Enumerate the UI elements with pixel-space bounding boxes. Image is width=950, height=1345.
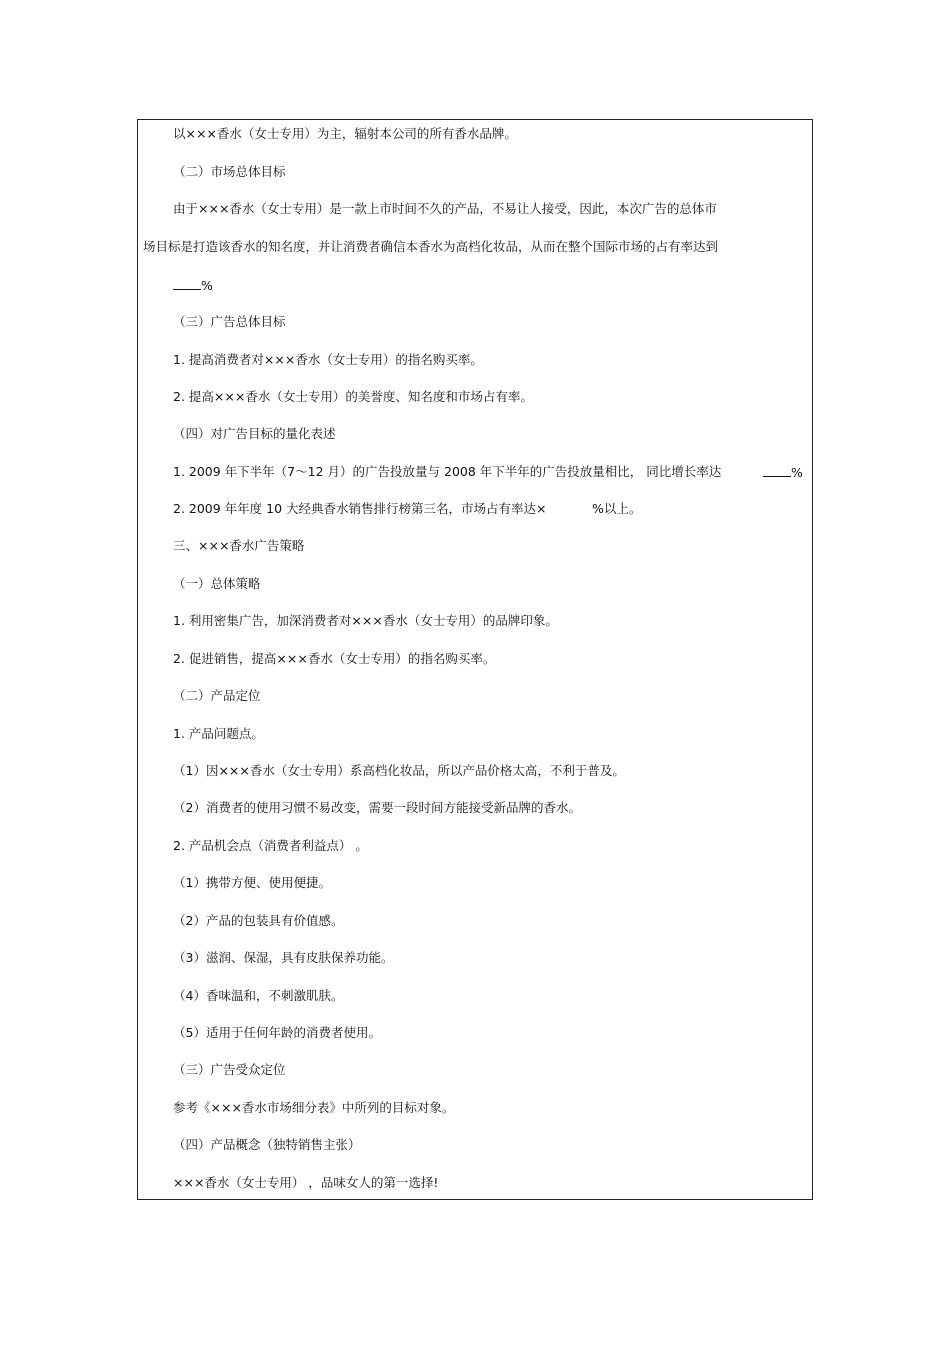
blank-percent-line xyxy=(173,277,213,294)
text-line: 2. 产品机会点（消费者利益点） 。 xyxy=(173,838,368,853)
text-line: 场目标是打造该香水的知名度，并让消费者确信本香水为高档化妆品，从而在整个国际市场的占有率达到 xyxy=(143,239,719,254)
fill-in-blank xyxy=(173,277,201,290)
section-heading: （四）产品概念（独特销售主张） xyxy=(173,1137,361,1152)
text-line: （4）香味温和，不刺激肌肤。 xyxy=(173,988,344,1003)
text-line: 1. 利用密集广告，加深消费者对×××香水（女士专用）的品牌印象。 xyxy=(173,613,558,628)
section-heading: （三）广告总体目标 xyxy=(173,314,286,329)
text-line: ×××香水（女士专用） ，品味女人的第一选择! xyxy=(173,1175,439,1190)
text-line: （1）携带方便、使用便捷。 xyxy=(173,875,331,890)
text-line: 参考《×××香水市场细分表》中所列的目标对象。 xyxy=(173,1100,455,1115)
text-line: （2）消费者的使用习惯不易改变，需要一段时间方能接受新品牌的香水。 xyxy=(173,800,581,815)
text-line: 以×××香水（女士专用）为主，辐射本公司的所有香水品牌。 xyxy=(173,126,517,141)
text-line: 2. 2009 年年度 10 大经典香水销售排行榜第三名，市场占有率达× xyxy=(173,501,547,516)
text-line: 1. 2009 年下半年（7～12 月）的广告投放量与 2008 年下半年的广告投放量相比， 同比增长率达 xyxy=(173,464,722,479)
text-line: （1）因×××香水（女士专用）系高档化妆品，所以产品价格太高，不利于普及。 xyxy=(173,763,625,778)
text-line: （2）产品的包装具有价值感。 xyxy=(173,913,344,928)
percent-sign: % xyxy=(201,278,213,293)
percent-sign: % xyxy=(791,465,803,480)
section-heading: （二）产品定位 xyxy=(173,688,261,703)
section-heading: （四）对广告目标的量化表述 xyxy=(173,426,336,441)
text-line: 由于×××香水（女士专用）是一款上市时间不久的产品，不易让人接受，因此，本次广告的总体市 xyxy=(173,201,717,216)
section-heading: （三）广告受众定位 xyxy=(173,1062,286,1077)
text-line: （3）滋润、保湿，具有皮肤保养功能。 xyxy=(173,950,394,965)
blank-percent-line xyxy=(763,464,803,481)
text-line: 2. 促进销售，提高×××香水（女士专用）的指名购买率。 xyxy=(173,651,496,666)
chapter-heading: 三、×××香水广告策略 xyxy=(173,538,305,553)
text-line: 2. 提高×××香水（女士专用）的美誉度、知名度和市场占有率。 xyxy=(173,389,533,404)
section-heading: （一）总体策略 xyxy=(173,576,261,591)
text-line: %以上。 xyxy=(592,501,642,516)
fill-in-blank xyxy=(763,464,791,477)
section-heading: （二）市场总体目标 xyxy=(173,164,286,179)
text-line: 1. 提高消费者对×××香水（女士专用）的指名购买率。 xyxy=(173,352,483,367)
text-line: 1. 产品问题点。 xyxy=(173,726,264,741)
text-line: （5）适用于任何年龄的消费者使用。 xyxy=(173,1025,381,1040)
